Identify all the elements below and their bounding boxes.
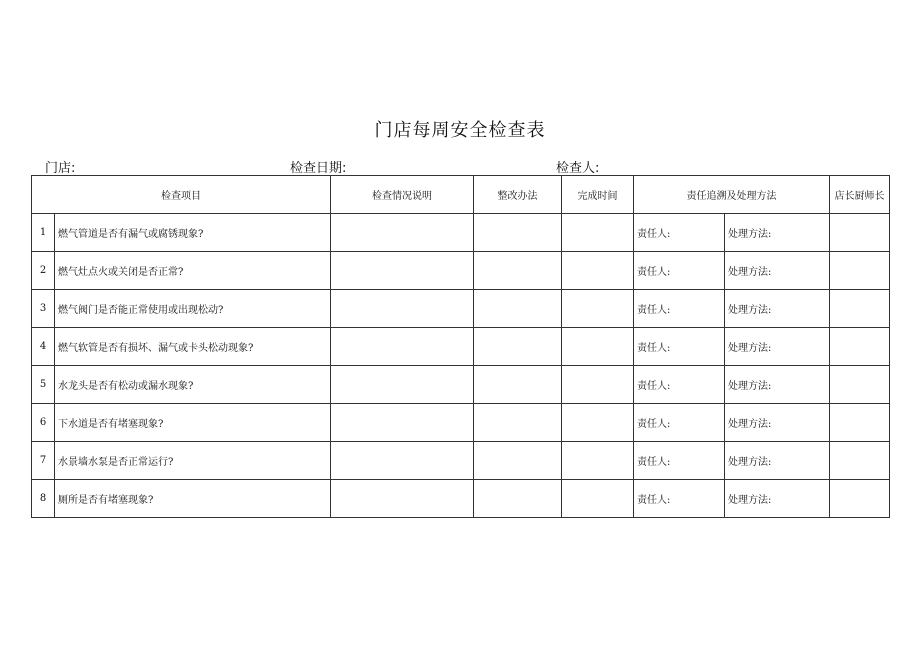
row-handling-method: 处理方法: [725,290,830,328]
row-rectification-cell [474,252,562,290]
page-title: 门店每周安全检查表 [374,120,546,141]
row-description-cell [331,442,474,480]
row-description-cell [331,480,474,518]
row-manager-chef-cell [830,442,890,480]
row-handling-method: 处理方法: [725,404,830,442]
row-handling-method: 处理方法: [725,328,830,366]
row-check-item: 燃气管道是否有漏气或腐锈现象? [55,214,331,252]
row-manager-chef-cell [830,404,890,442]
row-completion-time-cell [562,214,634,252]
row-description-cell [331,214,474,252]
row-description-cell [331,328,474,366]
row-handling-method: 处理方法: [725,442,830,480]
row-handling-method: 处理方法: [725,480,830,518]
row-rectification-cell [474,480,562,518]
row-responsible-person: 责任人: [634,442,725,480]
row-rectification-cell [474,290,562,328]
row-manager-chef-cell [830,252,890,290]
row-check-item: 燃气灶点火或关闭是否正常? [55,252,331,290]
row-rectification-cell [474,328,562,366]
row-check-item: 水龙头是否有松动或漏水现象? [55,366,331,404]
row-responsible-person: 责任人: [634,480,725,518]
row-description-cell [331,404,474,442]
row-handling-method: 处理方法: [725,252,830,290]
row-number: 8 [32,480,55,518]
row-manager-chef-cell [830,214,890,252]
row-check-item: 燃气阀门是否能正常使用或出现松动? [55,290,331,328]
row-responsible-person: 责任人: [634,366,725,404]
header-completion-time: 完成时间 [562,176,634,214]
row-responsible-person: 责任人: [634,328,725,366]
row-description-cell [331,366,474,404]
row-rectification-cell [474,404,562,442]
header-description: 检查情况说明 [331,176,474,214]
header-manager-chef: 店长厨师长 [830,176,890,214]
header-rectification: 整改办法 [474,176,562,214]
row-completion-time-cell [562,442,634,480]
inspection-date-label: 检查日期: [290,161,347,176]
row-handling-method: 处理方法: [725,366,830,404]
table-row [32,214,890,252]
row-completion-time-cell [562,290,634,328]
table-row [32,442,890,480]
row-check-item: 水景墙水泵是否正常运行? [55,442,331,480]
table-row [32,404,890,442]
row-completion-time-cell [562,366,634,404]
header-check-item: 检查项目 [32,176,331,214]
row-rectification-cell [474,214,562,252]
row-completion-time-cell [562,480,634,518]
row-description-cell [331,252,474,290]
row-number: 6 [32,404,55,442]
table-header-row [32,176,890,214]
row-manager-chef-cell [830,366,890,404]
table-row [32,252,890,290]
table-row [32,328,890,366]
row-check-item: 燃气软管是否有损坏、漏气或卡头松动现象? [55,328,331,366]
inspector-label: 检查人: [556,161,600,176]
store-label: 门店: [45,161,76,176]
row-rectification-cell [474,442,562,480]
header-responsibility: 责任追溯及处理方法 [634,176,830,214]
row-responsible-person: 责任人: [634,404,725,442]
row-check-item: 下水道是否有堵塞现象? [55,404,331,442]
row-number: 3 [32,290,55,328]
row-handling-method: 处理方法: [725,214,830,252]
row-manager-chef-cell [830,290,890,328]
safety-checklist-table [31,175,890,518]
row-completion-time-cell [562,328,634,366]
row-manager-chef-cell [830,480,890,518]
row-responsible-person: 责任人: [634,214,725,252]
table-row [32,480,890,518]
row-responsible-person: 责任人: [634,252,725,290]
table-row [32,366,890,404]
row-responsible-person: 责任人: [634,290,725,328]
row-number: 5 [32,366,55,404]
row-number: 2 [32,252,55,290]
row-completion-time-cell [562,404,634,442]
row-manager-chef-cell [830,328,890,366]
table-row [32,290,890,328]
row-number: 4 [32,328,55,366]
row-check-item: 厕所是否有堵塞现象? [55,480,331,518]
row-number: 7 [32,442,55,480]
row-number: 1 [32,214,55,252]
row-rectification-cell [474,366,562,404]
row-completion-time-cell [562,252,634,290]
row-description-cell [331,290,474,328]
